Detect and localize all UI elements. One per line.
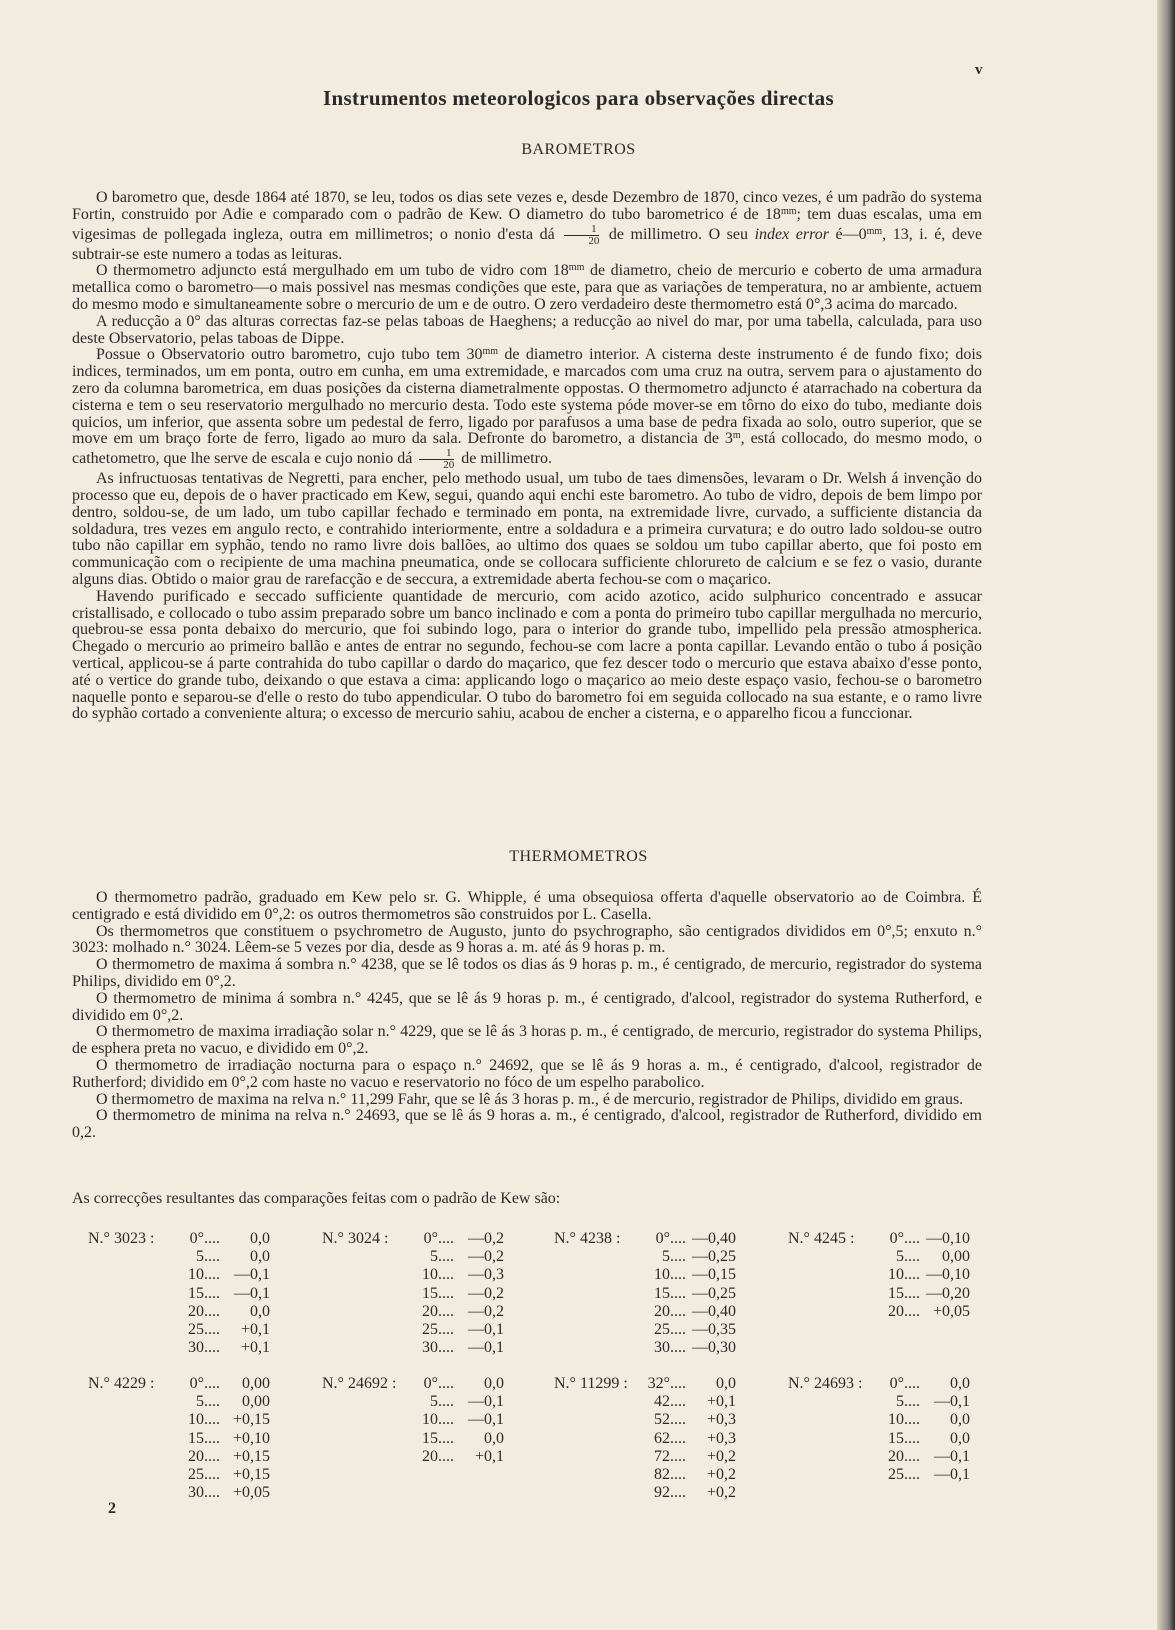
temperature-cell: 20: [188, 1302, 204, 1320]
temperature-cell: 10: [422, 1266, 438, 1284]
correction-cell: —0,1: [934, 1447, 970, 1465]
section-title-barometros: BAROMETROS: [521, 141, 636, 158]
fraction: $\frac{1}{20}$: [564, 224, 599, 247]
temperature-cell: 82: [654, 1466, 670, 1483]
temperature-cell: 25: [654, 1321, 670, 1338]
section-title-thermometros: THERMOMETROS: [509, 848, 648, 865]
dot-leader: ....: [438, 1393, 454, 1411]
dot-leader: ....: [670, 1393, 686, 1411]
barometros-text: [72, 190, 982, 723]
temperature-cell: 15: [188, 1284, 204, 1302]
dot-leader: ....: [670, 1484, 686, 1502]
correction-cell: —0,1: [934, 1393, 970, 1411]
temperature-cell: 92: [654, 1484, 670, 1502]
temperature-cell: 10: [888, 1411, 904, 1429]
temperature-cell: 25: [188, 1466, 204, 1483]
table-row: [634, 1266, 736, 1284]
temperature-cell: 10: [888, 1266, 904, 1284]
table-row: [168, 1466, 270, 1484]
page-title: Instrumentos meteorologicos para observações directas: [323, 86, 834, 110]
correction-cell: —0,25: [692, 1248, 736, 1266]
temperature-cell: 0°: [189, 1375, 204, 1392]
correction-cell: +0,3: [706, 1411, 736, 1429]
temperature-cell: 20: [188, 1447, 204, 1465]
dot-leader: ....: [438, 1302, 454, 1320]
paragraph: O thermometro de minima na relva n.° 24693, que se lê ás 9 horas a. m., é centigrado, d'alcool, registrador de Rutherford, dividido em 0,2.: [72, 1107, 982, 1142]
table-row: [868, 1411, 970, 1429]
correction-cell: +0,2: [706, 1484, 736, 1502]
dot-leader: ....: [438, 1447, 454, 1465]
table-row: [402, 1375, 504, 1393]
paragraph: O thermometro adjuncto está mergulhado em um tubo de vidro com $18^{mm}$ de diametro, cheio de mercurio e coberto de uma armadura metallica como o barometro—o mais possivel nas mesmas condições que este, para que as variações de temperatura, no ar ambiente, actuem do mesmo modo e simultaneamente sobre o mercurio de um e de outro. O zero verdadeiro deste thermometro está 0°,3 acima do marcado.: [72, 262, 982, 313]
table-row: [634, 1248, 736, 1266]
dot-leader: ....: [204, 1230, 220, 1247]
table-row: [868, 1230, 970, 1248]
table-row: [402, 1339, 504, 1357]
temperature-cell: 5: [196, 1248, 204, 1266]
dot-leader: ....: [204, 1447, 220, 1465]
correction-cell: +0,05: [932, 1302, 970, 1320]
temperature-cell: 15: [188, 1429, 204, 1447]
correction-cell: +0,2: [706, 1466, 736, 1483]
correction-cell: —0,1: [468, 1393, 504, 1411]
temperature-cell: 30: [422, 1339, 438, 1357]
dot-leader: ....: [670, 1230, 686, 1247]
paragraph: As infructuosas tentativas de Negretti, para encher, pelo methodo usual, um tubo de taes dimensões, levaram o Dr. Welsh á invenção do processo que eu, depois de o haver practicado em Kew, segui, quando aqui enchi este barometro. Ao tubo de vidro, depois de bem limpo por dentro, soldou-se, de um lado, um tubo capillar fechado e terminado em ponta, na extremidade livre, curvado, a sufficiente distancia da soldadura, tres vezes em angulo recto, e contrahido interiormente, entre a soldadura e a primeira curvatura; e do outro lado soldou-se outro tubo não capillar em syphão, tendo no ramo livre dois ballões, ao ultimo dos quaes se soldou um tubo capillar aberto, que foi posto em communicação com o recipiente de uma machina pneumatica, onde se collocara sufficiente chlorureto de calcium e se fez o vasio, durante alguns dias. Obtido o maior grau de rarefacção e de seccura, a extremidade aberta fechou-se com o maçarico.: [72, 470, 982, 588]
dot-leader: ....: [438, 1248, 454, 1266]
dot-leader: ....: [204, 1466, 220, 1483]
correction-table: [554, 1375, 784, 1506]
correction-cell: —0,2: [468, 1230, 504, 1247]
table-row: [402, 1411, 504, 1429]
temperature-cell: 15: [888, 1429, 904, 1447]
temperature-cell: 5: [896, 1248, 904, 1266]
paragraph: O thermometro de maxima na relva n.° 11,299 Fahr, que se lê ás 3 horas p. m., é de mercurio, registrador de Philips, dividido em graus.: [96, 1090, 964, 1108]
paragraph: Possue o Observatorio outro barometro, cujo tubo tem $30^{mm}$ de diametro interior. A cisterna deste instrumento é de fundo fixo; dois indices, terminados, um em ponta, outro em cunha, em uma extremidade, e marcados com uma cruz na outra, servem para o ajustamento do zero da columna barometrica, em duas posições da cisterna diametralmente oppostas. O thermometro adjuncto é atarrachado na cobertura da cisterna e tem o seu reservatorio mergulhado no mercurio desta. Todo este systema póde mover-se em tôrno do eixo do tubo, mediante dois quicios, um inferior, que assenta sobre um pedestal de ferro, ligado por parafusos a uma base de pedra fixada ao solo, outro superior, que se move em um braço forte de ferro, ligado ao muro da sala. Defronte do barometro, a distancia de 3$^m$, está collocado, do mesmo modo, o cathetometro, que lhe serve de escala e cujo nonio dá $\frac{1}{20}$ de millimetro.: [72, 346, 983, 472]
table-row: [168, 1411, 270, 1429]
table-row: [868, 1375, 970, 1393]
dot-leader: ....: [438, 1230, 454, 1247]
table-row: [634, 1321, 736, 1339]
temperature-cell: 20: [654, 1302, 670, 1320]
table-row: [634, 1375, 736, 1393]
table-row: [868, 1393, 970, 1411]
correction-table: [88, 1230, 318, 1361]
correction-cell: +0,1: [240, 1321, 270, 1338]
temperature-cell: 15: [654, 1284, 670, 1302]
table-row: [168, 1448, 270, 1466]
table-row: [868, 1285, 970, 1303]
table-row: [634, 1484, 736, 1502]
dot-leader: ....: [904, 1466, 920, 1483]
dot-leader: ....: [204, 1248, 220, 1266]
correction-cell: —0,1: [468, 1411, 504, 1429]
table-row: [168, 1230, 270, 1248]
dot-leader: ....: [438, 1375, 454, 1392]
correction-cell: —0,40: [692, 1302, 736, 1320]
correction-cell: +0,1: [706, 1393, 736, 1411]
temperature-cell: 5: [662, 1248, 670, 1266]
correction-cell: —0,1: [234, 1284, 270, 1302]
table-row: [168, 1430, 270, 1448]
table-label: N.° 4245 :: [788, 1230, 855, 1247]
table-row: [402, 1393, 504, 1411]
temperature-cell: 20: [422, 1447, 438, 1465]
correction-table: [322, 1375, 552, 1470]
correction-cell: —0,30: [692, 1339, 736, 1357]
table-row: [634, 1411, 736, 1429]
table-row: [168, 1393, 270, 1411]
dot-leader: ....: [904, 1230, 920, 1247]
temperature-cell: 5: [430, 1248, 438, 1266]
table-row: [634, 1285, 736, 1303]
correction-cell: 0,0: [250, 1248, 270, 1266]
table-row: [402, 1266, 504, 1284]
dot-leader: ....: [904, 1393, 920, 1411]
temperature-cell: 20: [888, 1447, 904, 1465]
table-label: N.° 3024 :: [322, 1230, 389, 1247]
table-row: [168, 1321, 270, 1339]
dot-leader: ....: [670, 1411, 686, 1429]
correction-cell: —0,2: [468, 1284, 504, 1302]
table-label: N.° 24692 :: [322, 1375, 397, 1392]
table-row: [868, 1466, 970, 1484]
dot-leader: ....: [904, 1375, 920, 1392]
table-row: [168, 1248, 270, 1266]
paragraph: O thermometro de maxima á sombra n.° 4238, que se lê todos os dias ás 9 horas p. m., é centigrado, de mercurio, registrador do systema Philips, dividido em 0°,2.: [72, 956, 982, 990]
table-row: [168, 1266, 270, 1284]
correction-cell: —0,20: [926, 1284, 970, 1302]
dot-leader: ....: [204, 1339, 220, 1357]
dot-leader: ....: [204, 1321, 220, 1338]
correction-cell: 0,00: [242, 1375, 270, 1392]
temperature-cell: 15: [422, 1429, 438, 1447]
table-label: N.° 4229 :: [88, 1375, 155, 1392]
table-row: [402, 1248, 504, 1266]
thermometros-text: [72, 890, 982, 1142]
correction-cell: —0,2: [468, 1302, 504, 1320]
table-row: [868, 1448, 970, 1466]
temperature-cell: 32°: [647, 1375, 670, 1392]
table-row: [168, 1285, 270, 1303]
correction-cell: 0,0: [484, 1429, 504, 1447]
dot-leader: ....: [670, 1447, 686, 1465]
dot-leader: ....: [904, 1302, 920, 1320]
dot-leader: ....: [670, 1248, 686, 1266]
temperature-cell: 0°: [423, 1375, 438, 1392]
dot-leader: ....: [204, 1302, 220, 1320]
dot-leader: ....: [438, 1321, 454, 1338]
temperature-cell: 30: [654, 1339, 670, 1357]
table-label: N.° 11299 :: [554, 1375, 628, 1392]
temperature-cell: 5: [430, 1393, 438, 1411]
correction-cell: 0,0: [950, 1429, 970, 1447]
temperature-cell: 42: [654, 1393, 670, 1411]
temperature-cell: 15: [888, 1284, 904, 1302]
temperature-cell: 10: [188, 1411, 204, 1429]
correction-table: [788, 1375, 1018, 1488]
temperature-cell: 25: [888, 1466, 904, 1483]
dot-leader: ....: [904, 1248, 920, 1266]
table-row: [634, 1448, 736, 1466]
temperature-cell: 52: [654, 1411, 670, 1429]
correction-cell: 0,00: [942, 1248, 970, 1266]
table-row: [634, 1430, 736, 1448]
table-row: [868, 1303, 970, 1321]
table-row: [634, 1230, 736, 1248]
dot-leader: ....: [204, 1484, 220, 1502]
paragraph: Os thermometros que constituem o psychrometro de Augusto, junto do psychrographo, são centigrados divididos em 0°,5; enxuto n.° 3023: molhado n.° 3024. Lêem-se 5 vezes por dia, desde as 9 horas a. m. até ás 9 horas p. m.: [72, 922, 982, 957]
table-row: [634, 1466, 736, 1484]
temperature-cell: 30: [188, 1484, 204, 1502]
table-row: [868, 1248, 970, 1266]
temperature-cell: 20: [422, 1302, 438, 1320]
fraction: $\frac{1}{20}$: [419, 448, 454, 471]
correction-table: [554, 1230, 784, 1361]
dot-leader: ....: [670, 1302, 686, 1320]
temperature-cell: 25: [422, 1321, 438, 1338]
correction-cell: +0,10: [232, 1429, 270, 1447]
dot-leader: ....: [204, 1284, 220, 1302]
correction-cell: 0,00: [242, 1393, 270, 1411]
temperature-cell: 5: [896, 1393, 904, 1411]
correction-table: [322, 1230, 552, 1361]
table-label: N.° 4238 :: [554, 1230, 621, 1247]
dot-leader: ....: [670, 1466, 686, 1483]
paragraph: O thermometro de irradiação nocturna para o espaço n.° 24692, que se lê ás 9 horas a. m., é centigrado, d'alcool, registrador de Rutherford; dividido em 0°,2 com haste no vacuo e reservatorio no fóco de um espelho parabolico.: [72, 1056, 982, 1091]
temperature-cell: 15: [422, 1284, 438, 1302]
correction-cell: +0,1: [474, 1447, 504, 1465]
table-row: [402, 1303, 504, 1321]
corrections-intro: As correcções resultantes das comparações feitas com o padrão de Kew são:: [72, 1190, 561, 1207]
correction-cell: —0,15: [692, 1266, 736, 1284]
temperature-cell: 0°: [889, 1230, 904, 1247]
correction-cell: +0,05: [232, 1484, 270, 1502]
table-label: N.° 3023 :: [88, 1230, 155, 1247]
correction-cell: —0,1: [468, 1339, 504, 1357]
table-row: [634, 1339, 736, 1357]
correction-cell: +0,1: [240, 1339, 270, 1357]
temperature-cell: 10: [422, 1411, 438, 1429]
temperature-cell: 0°: [889, 1375, 904, 1392]
correction-cell: —0,35: [692, 1321, 736, 1338]
correction-cell: —0,1: [468, 1321, 504, 1338]
correction-cell: —0,3: [468, 1266, 504, 1284]
table-row: [402, 1430, 504, 1448]
table-row: [402, 1230, 504, 1248]
correction-cell: —0,1: [234, 1266, 270, 1284]
paragraph: A reducção a 0° das alturas correctas faz-se pelas taboas de Haeghens; a reducção ao nivel do mar, por uma tabella, calculada, para uso deste Observatorio, pelas taboas de Dippe.: [72, 312, 982, 347]
correction-cell: —0,25: [692, 1284, 736, 1302]
correction-cell: —0,40: [692, 1230, 736, 1247]
dot-leader: ....: [204, 1375, 220, 1392]
temperature-cell: 0°: [655, 1230, 670, 1247]
table-row: [634, 1393, 736, 1411]
table-row: [168, 1484, 270, 1502]
dot-leader: ....: [904, 1411, 920, 1429]
page-edge-shadow: [1157, 0, 1175, 1630]
correction-cell: —0,10: [926, 1266, 970, 1284]
dot-leader: ....: [670, 1339, 686, 1357]
temperature-cell: 0°: [423, 1230, 438, 1247]
dot-leader: ....: [204, 1429, 220, 1447]
dot-leader: ....: [438, 1339, 454, 1357]
correction-cell: +0,15: [232, 1411, 270, 1429]
temperature-cell: 10: [654, 1266, 670, 1284]
dot-leader: ....: [204, 1411, 220, 1429]
correction-cell: —0,2: [468, 1248, 504, 1266]
table-row: [868, 1430, 970, 1448]
dot-leader: ....: [438, 1429, 454, 1447]
paragraph: O barometro que, desde 1864 até 1870, se leu, todos os dias sete vezes e, desde Dezembro de 1870, cinco vezes, é um padrão do systema Fortin, construido por Adie e comparado com o padrão de Kew. O diametro do tubo barometrico é de $18^{mm}$; tem duas escalas, uma em vigesimas de pollegada ingleza, outra em millimetros; o nonio d'esta dá $\frac{1}{20}$ de millimetro. O seu index error $é—0^{mm}$, 13, i. é, deve subtrair-se este numero a todas as leituras.: [72, 189, 983, 263]
correction-cell: +0,3: [706, 1429, 736, 1447]
table-label: N.° 24693 :: [788, 1375, 863, 1392]
dot-leader: ....: [904, 1447, 920, 1465]
paragraph: O thermometro de minima á sombra n.° 4245, que se lê ás 9 horas p. m., é centigrado, d'alcool, registrador do systema Rutherford, e dividido em 0°,2.: [72, 989, 982, 1024]
correction-cell: +0,15: [232, 1447, 270, 1465]
dot-leader: ....: [904, 1429, 920, 1447]
dot-leader: ....: [670, 1375, 686, 1392]
table-row: [168, 1303, 270, 1321]
temperature-cell: 10: [188, 1266, 204, 1284]
dot-leader: ....: [438, 1284, 454, 1302]
paragraph: O thermometro de maxima irradiação solar n.° 4229, que se lê ás 3 horas p. m., é centigrado, de mercurio, registrador do systema Philips, de esphera preta no vacuo, e dividido em 0°,2.: [72, 1023, 982, 1058]
table-row: [868, 1266, 970, 1284]
correction-cell: +0,2: [706, 1447, 736, 1465]
correction-cell: —0,10: [926, 1230, 970, 1247]
page-number-top: v: [975, 62, 983, 78]
table-row: [168, 1339, 270, 1357]
temperature-cell: 5: [196, 1393, 204, 1411]
paragraph: O thermometro padrão, graduado em Kew pelo sr. G. Whipple, é uma obsequiosa offerta d'aquelle observatorio ao de Coimbra. É centigrado e está dividido em 0°,2: os outros thermometros são construidos por L. Casella.: [72, 889, 982, 923]
table-row: [402, 1321, 504, 1339]
temperature-cell: 30: [188, 1339, 204, 1357]
paragraph: Havendo purificado e seccado sufficiente quantidade de mercurio, com acido azotico, acido sulphurico concentrado e assucar cristallisado, e collocado o tubo assim preparado sobre um banco inclinado e com a ponta do primeiro tubo capillar mergulhada no mercurio, quebrou-se essa ponta debaixo do mercurio, que foi subindo logo, para o interior do grande tubo, impellido pela pressão atmospherica. Chegado o mercurio ao primeiro ballão e antes de entrar no segundo, fechou-se com lacre a ponta capillar. Levando então o tubo á posição vertical, applicou-se á parte contrahida do tubo capillar o dardo do maçarico, que fez descer todo o mercurio que estava abaixo d'esse ponto, até o vertice do grande tubo, deixando o que estava a cima: applicando logo o maçarico ao meio deste espaço vasio, fechou-se o barometro naquelle ponto e separou-se d'elle o resto do tubo appendicular. O tubo do barometro foi em seguida collocado na sua estante, e o ramo livre do syphão cortado a conveniente altura; o excesso de mercurio sahiu, acabou de encher a cisterna, e o apparelho ficou a funccionar.: [72, 587, 982, 723]
correction-cell: 0,0: [250, 1302, 270, 1320]
page-number-bottom: 2: [108, 1500, 116, 1517]
dot-leader: ....: [670, 1321, 686, 1338]
dot-leader: ....: [904, 1266, 920, 1284]
dot-leader: ....: [670, 1284, 686, 1302]
dot-leader: ....: [204, 1393, 220, 1411]
temperature-cell: 25: [188, 1321, 204, 1338]
correction-cell: 0,0: [484, 1375, 504, 1392]
temperature-cell: 62: [654, 1429, 670, 1447]
correction-cell: +0,15: [232, 1466, 270, 1483]
temperature-cell: 0°: [189, 1230, 204, 1247]
dot-leader: ....: [438, 1411, 454, 1429]
correction-cell: 0,0: [716, 1375, 736, 1392]
correction-table: [788, 1230, 1018, 1325]
dot-leader: ....: [670, 1266, 686, 1284]
correction-table: [88, 1375, 318, 1506]
table-row: [402, 1448, 504, 1466]
correction-cell: 0,0: [950, 1411, 970, 1429]
table-row: [634, 1303, 736, 1321]
dot-leader: ....: [670, 1429, 686, 1447]
table-row: [168, 1375, 270, 1393]
correction-cell: 0,0: [950, 1375, 970, 1392]
correction-cell: —0,1: [934, 1466, 970, 1483]
dot-leader: ....: [904, 1284, 920, 1302]
table-row: [402, 1285, 504, 1303]
dot-leader: ....: [204, 1266, 220, 1284]
temperature-cell: 72: [654, 1447, 670, 1465]
dot-leader: ....: [438, 1266, 454, 1284]
correction-cell: 0,0: [250, 1230, 270, 1247]
temperature-cell: 20: [888, 1302, 904, 1320]
